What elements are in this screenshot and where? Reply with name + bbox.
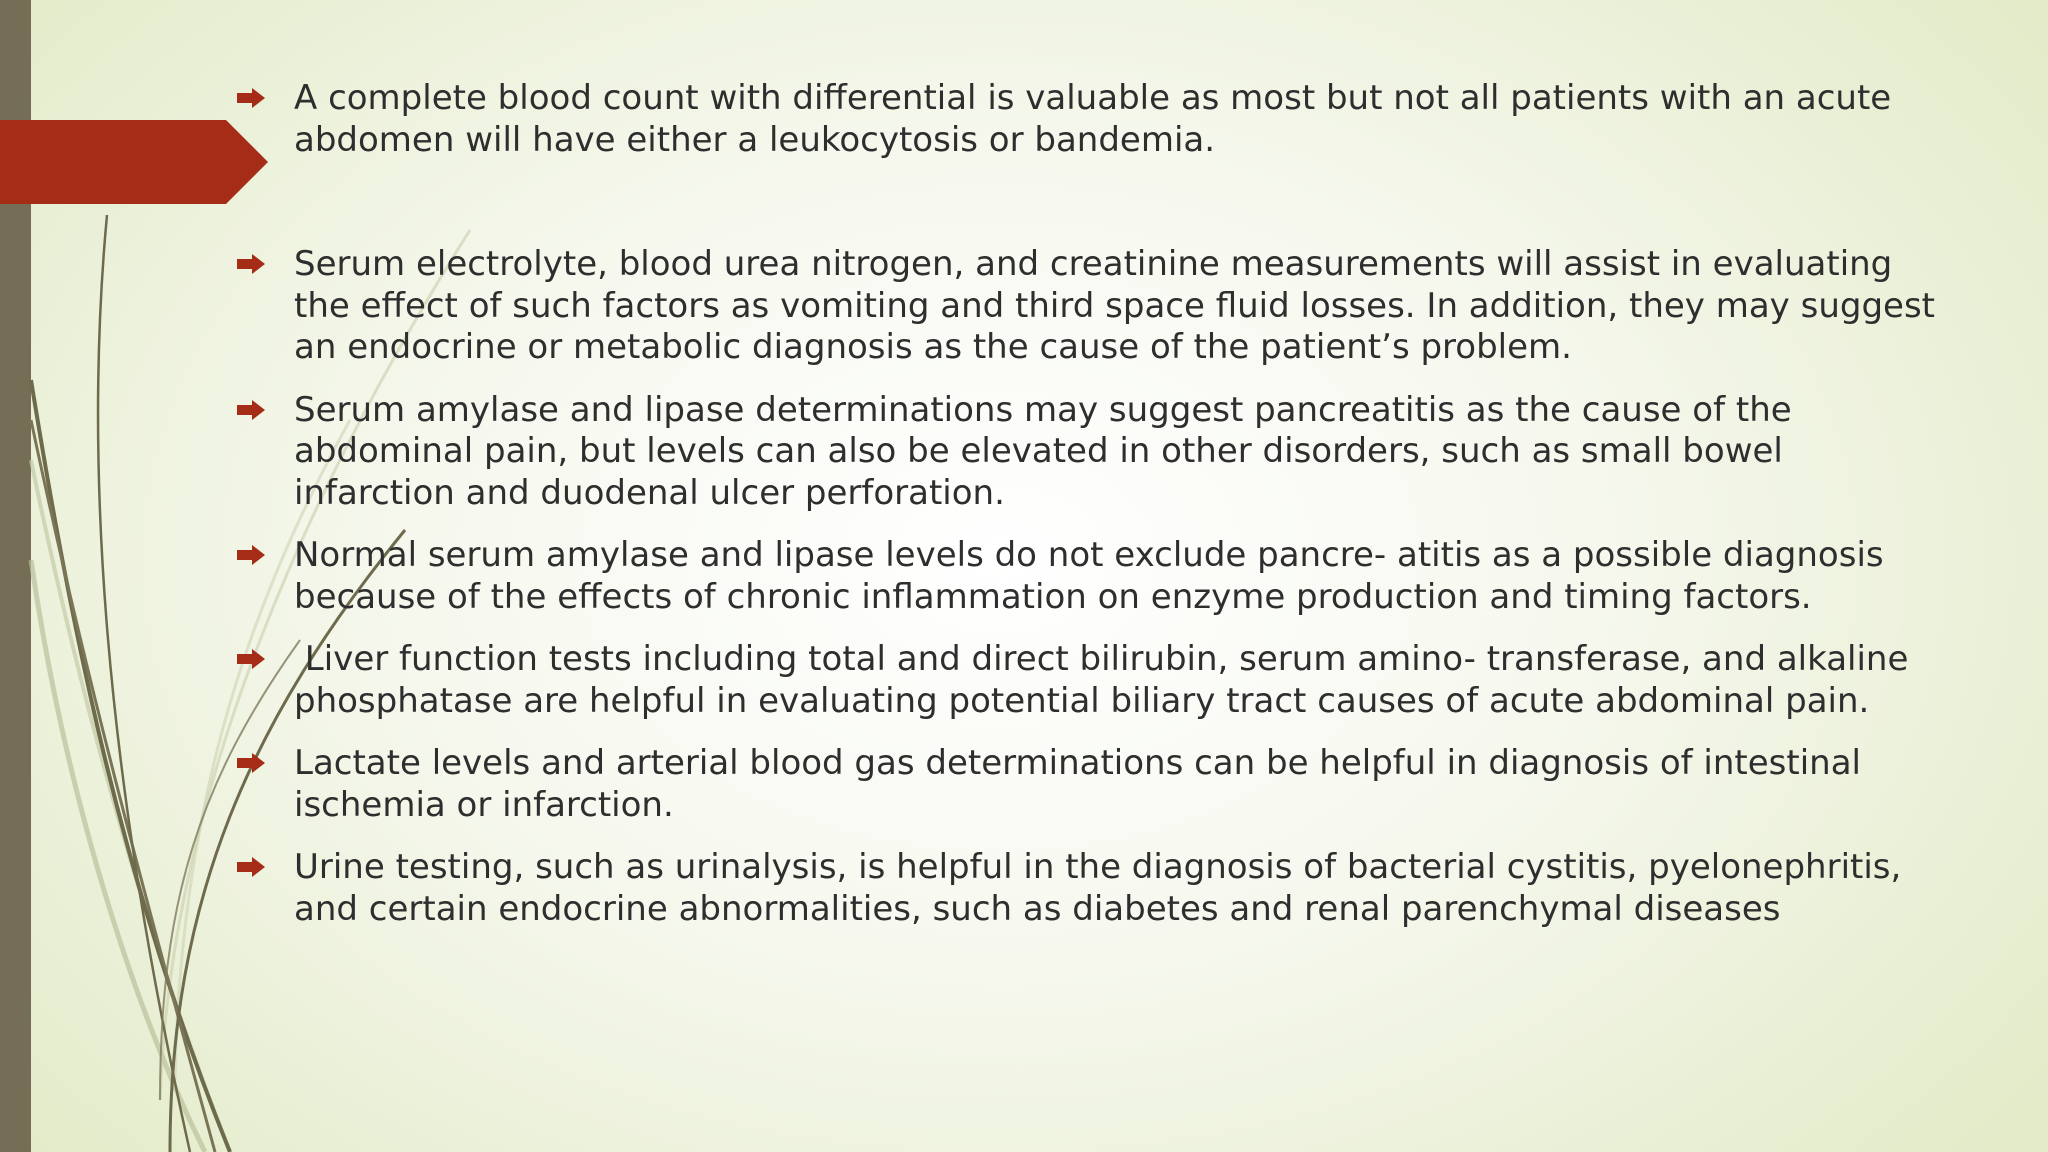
right-arrow-icon [236,649,266,669]
bullet-line: Serum amylase and lipase determinations may suggest pancreatitis as the cause of the [294,389,1792,430]
bullet-line: an endocrine or metabolic diagnosis as the cause of the patient’s problem. [294,327,1572,367]
light-curve-1 [31,560,205,1152]
list-item [236,743,1916,826]
right-arrow-icon [236,400,266,420]
red-banner-shape [0,120,268,204]
list-item [236,847,1916,930]
bullet-list [236,78,1935,930]
bullet-line: Urine testing, such as urinalysis, is helpful in the diagnosis of bacterial cystitis, pyelonephritis, [294,847,1902,887]
list-item [236,639,1916,722]
bullet-line: A complete blood count with differential is valuable as most but not all patients with an acute [294,78,1892,118]
bullet-line: and certain endocrine abnormalities, such as diabetes and renal parenchymal diseases [294,888,1781,929]
list-item [236,390,1916,515]
bullet-line: phosphatase are helpful in evaluating potential biliary tract causes of acute abdominal pain. [294,680,1870,721]
bullet-line: Serum electrolyte, blood urea nitrogen, and creatinine measurements will assist in evaluating [294,244,1893,284]
right-arrow-icon [236,545,266,565]
bullet-line: abdomen will have either a leukocytosis or bandemia. [294,119,1216,160]
list-item [236,535,1916,618]
right-arrow-icon [236,857,266,877]
light-curve-2 [31,460,230,1152]
right-arrow-icon [236,88,266,108]
bullet-line: ischemia or infarction. [294,784,674,825]
bullet-line: infarction and duodenal ulcer perforation. [294,472,1005,513]
bullet-line: Liver function tests including total and direct bilirubin, serum amino- transferase, and alkaline [294,639,1909,679]
dark-curve-1 [31,380,230,1152]
list-item [236,78,1916,161]
bullet-line: the effect of such factors as vomiting and third space fluid losses. In addition, they may suggest [294,285,1935,326]
right-arrow-icon [236,753,266,773]
bullet-line: abdominal pain, but levels can also be elevated in other disorders, such as small bowel [294,431,1783,471]
right-arrow-icon [236,254,266,274]
list-item [236,244,1935,369]
bullet-line: because of the effects of chronic inflammation on enzyme production and timing factors. [294,576,1812,617]
bullet-line: Lactate levels and arterial blood gas determinations can be helpful in diagnosis of intestinal [294,743,1861,783]
bullet-line: Normal serum amylase and lipase levels do not exclude pancre- atitis as a possible diagnosis [294,535,1884,575]
